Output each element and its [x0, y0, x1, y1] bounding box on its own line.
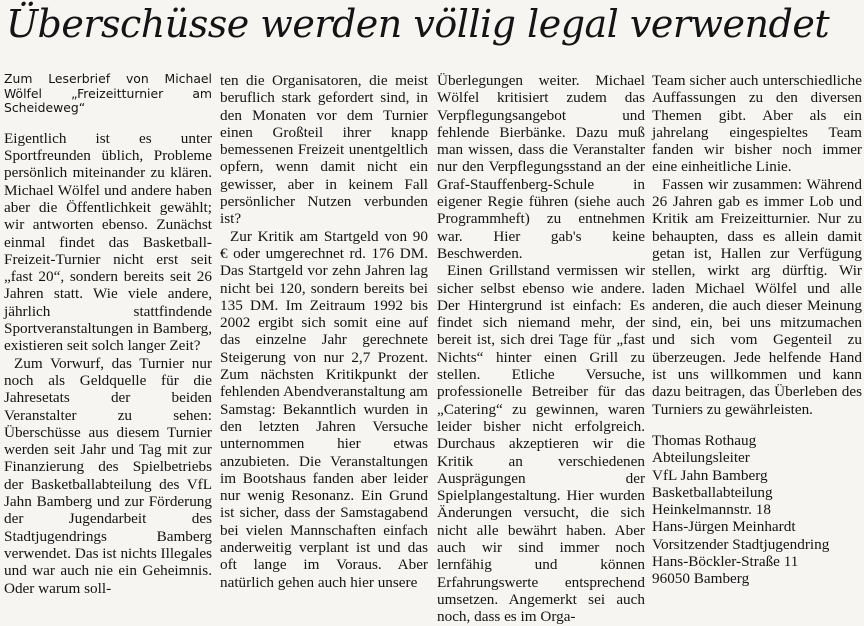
signature-line: Abteilungsleiter: [652, 449, 750, 467]
headline: Überschüsse werden völlig legal verwendet: [6, 2, 830, 46]
intro-reference: Zum Leserbrief von Michael Wölfel „Freizeitturnier am Scheideweg“: [4, 71, 212, 116]
signature-line: Heinkelmannstr. 18: [652, 501, 771, 519]
paragraph: Zur Kritik am Startgeld von 90 € oder umgerechnet rd. 176 DM. Das Startgeld vor zehn Jahren lag nicht bei 120, sondern bereits bei 135 DM. Im Zeitraum 1992 bis 2002 ergibt sich somit eine auf das einzelne Jahr gerechnete Steigerung von nur 2,7 Prozent. Zum nächsten Kritikpunkt der fehlenden Abendveranstaltung am Samstag: Bekanntlich wurden in den letzten Jahren Versuche unternommen hier etwas anzubieten. Die Veranstaltungen im Bootshaus fanden aber leider nur wenig Resonanz. Ein Grund ist sicher, dass der Samstagabend bei vielen Mannschaften einfach anderweitig verplant ist und das oft lange im Voraus. Aber natürlich gehen auch hier unsere: [220, 227, 428, 591]
paragraph: ten die Organisatoren, die meist beruflich stark gefordert sind, in den Monaten vor dem Turnier einen Großteil ihrer knapp bemessenen Freizeit unentgeltlich opfern, wenn damit nicht ein gewisser, aber in keinem Fall persönlicher Nutzen verbunden ist?: [220, 72, 428, 228]
paragraph: Zum Vorwurf, das Turnier nur noch als Geldquelle für die Jahresetats der beiden Veranstalter zu sehen: Überschüsse aus diesem Turnier werden seit Jahr und Tag mit zur Finanzierung des Spielbetriebs der Basketballabteilung des VfL Jahn Bamberg und zur Förderung der Jugendarbeit des Stadtjugendrings Bamberg verwendet. Das ist nichts Illegales und war auch nie ein Geheimnis. Oder warum soll-: [4, 354, 212, 597]
signature-line: Hans-Jürgen Meinhardt: [652, 518, 796, 536]
signature-line: VfL Jahn Bamberg: [652, 466, 768, 484]
column-2: [220, 72, 428, 591]
signature-line: 96050 Bamberg: [652, 570, 750, 588]
signature-line: Vorsitzender Stadtjugendring: [652, 535, 830, 553]
paragraph: Einen Grillstand vermissen wir sicher selbst ebenso wie andere. Der Hintergrund ist einfach: Es findet sich niemand mehr, der bereit ist, sich drei Tage für „fast Nichts“ hinter einen Grill zu stellen. Etliche Versuche, professionelle Betreiber für das „Catering“ zu gewinnen, waren leider bisher nicht erfolgreich. Durchaus akzeptieren wir die Kritik an verschiedenen Ausprägungen der Spielplangestaltung. Hier wurden Änderungen versucht, die sich nicht alle bewährt haben. Aber auch wir sind immer noch lernfähig und können Erfahrungswerte entsprechend umsetzen. Angemerkt sei auch noch, dass es im Orga-: [437, 262, 645, 626]
signature-line: Thomas Rothaug: [652, 431, 757, 449]
paragraph: Überlegungen weiter. Michael Wölfel kritisiert zudem das Verpflegungsangebot und fehlende Bierbänke. Dazu muß man wissen, dass die Veranstalter nur den Verpflegungsstand an der Graf-Stauffenberg-Schule in eigener Regie führen (siehe auch Programmheft) zu entnehmen war. Hier gab's keine Beschwerden.: [437, 72, 645, 262]
paragraph: Eigentlich ist es unter Sportfreunden üblich, Probleme persönlich miteinander zu klären. Michael Wölfel und andere haben aber die Öffentlichkeit gewählt; wir antworten ebenso. Zunächst einmal findet das Basketball-Freizeit-Turnier nicht erst seit „fast 20“, sondern bereits seit 26 Jahren statt. Wie viele andere, jährlich stattfindende Sportveranstaltungen in Bamberg, existieren seit solch langer Zeit?: [4, 129, 212, 355]
paragraph: Team sicher auch unterschiedliche Auffassungen zu den diversen Themen gibt. Aber als ein jahrelang eingespieltes Team fanden wir bisher noch immer eine einheitliche Linie.: [652, 72, 862, 176]
column-1: [4, 72, 212, 597]
signature-line: Hans-Böckler-Straße 11: [652, 553, 799, 571]
paragraph: Fassen wir zusammen: Während 26 Jahren gab es immer Lob und Kritik am Freizeitturnier. Nur zu behaupten, dass es allein damit getan ist, Hallen zur Verfügung stellen, wirkt arg dürftig. Wir laden Michael Wölfel und alle anderen, die auch dieser Meinung sind, ein, bei uns mitzumachen und sich vom Gegenteil zu überzeugen. Jede helfende Hand ist uns willkommen und kann dazu beitragen, das Überleben des Turniers zu gewährleisten.: [652, 175, 862, 418]
signature-line: Basketballabteilung: [652, 483, 773, 501]
column-3: [437, 72, 645, 626]
column-4: [652, 72, 862, 588]
